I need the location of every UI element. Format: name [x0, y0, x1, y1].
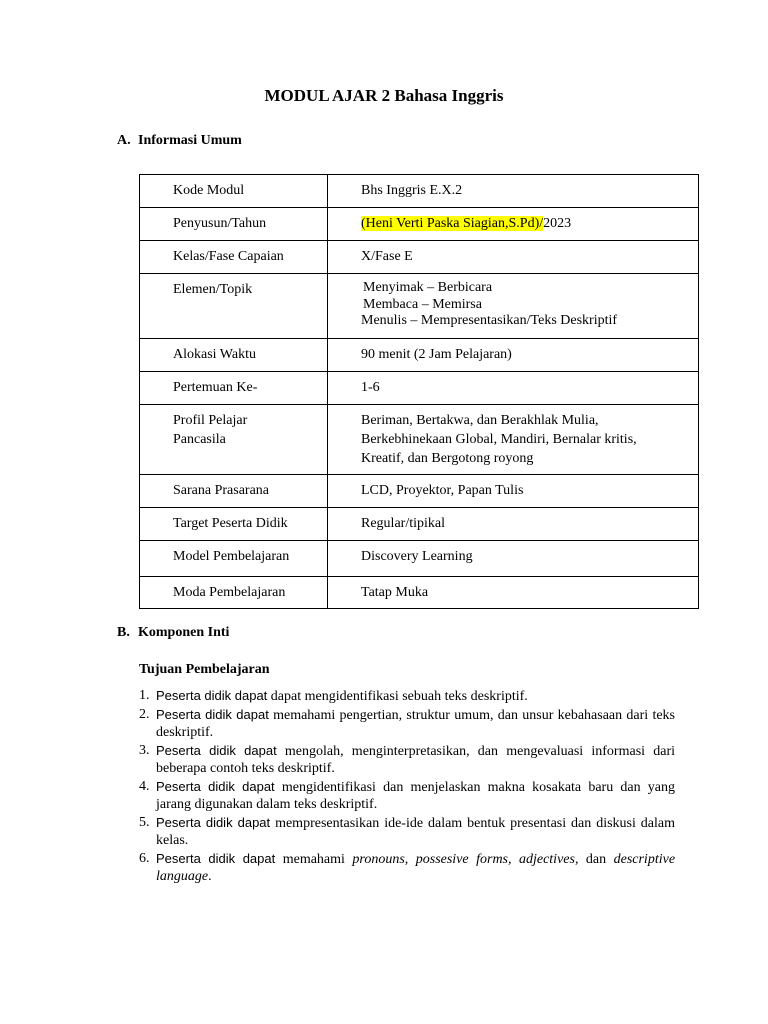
topic-line: Menyimak – Berbicara	[363, 280, 493, 295]
highlighted-author: (Heni Verti Paska Siagian,S.Pd)/	[361, 216, 544, 231]
list-item	[139, 706, 675, 742]
tujuan-heading: Tujuan Pembelajaran	[139, 662, 270, 677]
row-value: 1-6	[328, 372, 699, 405]
item-text: memahami pengertian, struktur umum, dan unsur kebahasaan dari teks deskriptif.	[156, 707, 675, 740]
item-text: dan	[578, 851, 614, 867]
profile-line: Berkebhinekaan Global, Mandiri, Bernalar kritis,	[361, 432, 637, 447]
section-b-heading	[117, 625, 229, 641]
item-text: dapat mengidentifikasi sebuah teks deskriptif.	[267, 689, 528, 704]
row-value: Bhs Inggris E.X.2	[328, 175, 699, 208]
row-label: Sarana Prasarana	[140, 475, 328, 508]
item-text: mengidentifikasi dan menjelaskan makna kosakata baru dan yang jarang digunakan dalam teks deskriptif.	[156, 779, 675, 812]
row-value	[328, 405, 699, 475]
table-row	[140, 241, 699, 274]
row-label: Model Pembelajaran	[140, 541, 328, 577]
section-a-letter: A.	[117, 133, 131, 148]
topic-line: Menulis – Mempresentasikan/Teks Deskriptif	[361, 313, 618, 328]
table-row	[140, 508, 699, 541]
row-value: Discovery Learning	[328, 541, 699, 577]
item-subject: Peserta didik dapat	[156, 850, 276, 866]
section-b-letter: B.	[117, 625, 130, 640]
item-number: 5.	[139, 814, 150, 830]
label-line: Profil Pelajar	[173, 413, 248, 428]
row-value: Regular/tipikal	[328, 508, 699, 541]
row-label	[140, 405, 328, 475]
table-row	[140, 475, 699, 508]
row-label: Kode Modul	[140, 175, 328, 208]
item-subject: Peserta didik dapat	[156, 814, 271, 830]
row-label: Kelas/Fase Capaian	[140, 241, 328, 274]
item-subject: Peserta didik dapat	[156, 706, 269, 722]
table-row	[140, 577, 699, 609]
item-number: 3.	[139, 742, 150, 758]
table-row	[140, 405, 699, 475]
row-label: Alokasi Waktu	[140, 339, 328, 372]
list-item	[139, 687, 675, 706]
item-italic-text: descriptive language	[156, 851, 676, 884]
row-value: X/Fase E	[328, 241, 699, 274]
table-row	[140, 208, 699, 241]
info-table	[139, 174, 699, 609]
item-number: 1.	[139, 688, 150, 703]
item-subject: Peserta didik dapat	[156, 742, 277, 758]
row-value: Tatap Muka	[328, 577, 699, 609]
profile-line: Kreatif, dan Bergotong royong	[361, 451, 534, 466]
label-line: Pancasila	[173, 432, 226, 447]
section-b-title: Komponen Inti	[138, 625, 230, 640]
row-value	[328, 274, 699, 339]
table-row	[140, 541, 699, 577]
profile-line: Beriman, Bertakwa, dan Berakhlak Mulia,	[361, 413, 599, 428]
document-title: MODUL AJAR 2 Bahasa Inggris	[264, 86, 504, 105]
item-number: 2.	[139, 706, 150, 722]
row-value: LCD, Proyektor, Papan Tulis	[328, 475, 699, 508]
item-subject: Peserta didik dapat	[156, 778, 275, 794]
row-label: Penyusun/Tahun	[140, 208, 328, 241]
table-row	[140, 339, 699, 372]
row-label: Elemen/Topik	[140, 274, 328, 339]
row-value	[328, 208, 699, 241]
item-number: 4.	[139, 778, 150, 794]
item-text: .	[208, 869, 212, 884]
author-year: 2023	[543, 216, 572, 231]
table-row	[140, 274, 699, 339]
topic-line: Membaca – Memirsa	[363, 296, 482, 312]
row-label: Pertemuan Ke-	[140, 372, 328, 405]
item-text: memahami	[275, 851, 353, 867]
row-label: Moda Pembelajaran	[140, 577, 328, 609]
section-a-heading	[117, 133, 242, 149]
table-row	[140, 372, 699, 405]
item-text: mengolah, menginterpretasikan, dan mengevaluasi informasi dari beberapa contoh teks deskriptif.	[156, 743, 676, 776]
item-italic-text: pronouns, possesive forms, adjectives,	[352, 851, 579, 867]
item-number: 6.	[139, 850, 150, 866]
row-value: 90 menit (2 Jam Pelajaran)	[328, 339, 699, 372]
list-item	[139, 850, 675, 886]
table-row	[140, 175, 699, 208]
section-a-title: Informasi Umum	[138, 133, 242, 148]
list-item	[139, 814, 675, 850]
list-item	[139, 742, 675, 778]
learning-goals-list	[139, 687, 675, 886]
list-item	[139, 778, 675, 814]
item-subject: Peserta didik dapat	[156, 688, 268, 703]
item-text: mempresentasikan ide-ide dalam bentuk presentasi dan diskusi dalam kelas.	[156, 815, 675, 848]
row-label: Target Peserta Didik	[140, 508, 328, 541]
